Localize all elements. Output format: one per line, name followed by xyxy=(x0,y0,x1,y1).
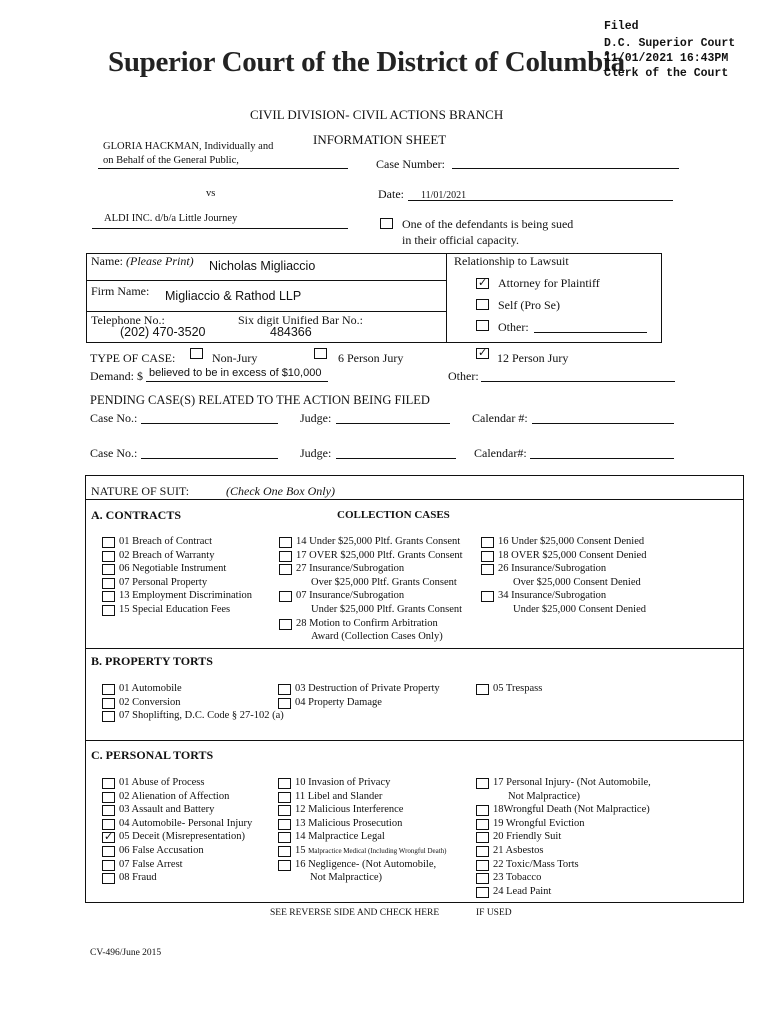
phone-field[interactable]: (202) 470-3520 xyxy=(120,325,206,339)
personal-title: C. PERSONAL TORTS xyxy=(91,748,214,762)
demand-label: Demand: $ xyxy=(90,369,143,383)
contracts-col3-3-checkbox[interactable] xyxy=(481,591,494,602)
personal-col2-4-checkbox[interactable] xyxy=(278,832,291,843)
plaintiff-line1: GLORIA HACKMAN, Individually and xyxy=(103,141,274,152)
official-capacity-checkbox[interactable] xyxy=(380,218,393,229)
property-col2-1-label: 04 Property Damage xyxy=(295,696,382,708)
property-col1-2-label: 07 Shoplifting, D.C. Code § 27-102 (a) xyxy=(119,710,284,722)
contracts-col1-5-checkbox[interactable] xyxy=(102,605,115,616)
relationship-title: Relationship to Lawsuit xyxy=(454,254,569,268)
personal-col3-0-checkbox[interactable] xyxy=(476,778,489,789)
reverse-side-note: SEE REVERSE SIDE AND CHECK HERE xyxy=(270,908,440,918)
personal-col2-5-checkbox[interactable] xyxy=(278,846,291,857)
attorney-plaintiff-checkbox[interactable] xyxy=(476,278,489,289)
other-relationship-field[interactable] xyxy=(534,332,647,333)
personal-col3-0-label: 17 Personal Injury- (Not Automobile, xyxy=(493,777,651,788)
pending-calendar-label-1: Calendar #: xyxy=(472,411,528,425)
personal-col3-3-label: 20 Friendly Suit xyxy=(493,831,562,843)
bar-label: Six digit Unified Bar No.: xyxy=(238,313,363,327)
contracts-col3-3-label: 34 Insurance/Subrogation xyxy=(498,590,607,602)
bar-number-field[interactable]: 484366 xyxy=(270,325,312,339)
personal-col3-2-label: 19 Wrongful Eviction xyxy=(493,817,585,829)
pending-judge-field-2[interactable] xyxy=(336,458,456,459)
pro-se-checkbox[interactable] xyxy=(476,299,489,310)
personal-col2-6-checkbox[interactable] xyxy=(278,860,291,871)
personal-col2-4-label: 14 Malpractice Legal xyxy=(295,831,385,843)
other-demand-field[interactable] xyxy=(481,381,675,382)
small-label: Malpractice Medical (Including Wrongful Death) xyxy=(308,847,447,855)
personal-col2-6-sublabel: Not Malpractice) xyxy=(310,872,383,884)
contracts-col1-4-label: 13 Employment Discrimination xyxy=(119,590,252,602)
pending-judge-label-1: Judge: xyxy=(300,411,332,425)
personal-col1-2-label: 03 Assault and Battery xyxy=(119,804,215,816)
contracts-col2-3-sublabel: Under $25,000 Pltf. Grants Consent xyxy=(311,604,463,615)
contracts-col3-3-sublabel: Under $25,000 Consent Denied xyxy=(513,604,646,615)
personal-col3-4-label: 21 Asbestos xyxy=(493,845,544,856)
firm-name-field[interactable]: Migliaccio & Rathod LLP xyxy=(165,289,302,303)
contracts-col3-1-checkbox[interactable] xyxy=(481,551,494,562)
property-col3-0-label: 05 Trespass xyxy=(493,683,543,694)
contracts-col1-0-label: 01 Breach of Contract xyxy=(119,536,213,547)
contracts-col2-1-checkbox[interactable] xyxy=(279,551,292,562)
contracts-col1-1-checkbox[interactable] xyxy=(102,551,115,562)
contracts-col3-2-sublabel: Over $25,000 Consent Denied xyxy=(513,576,641,588)
contracts-col3-0-label: 16 Under $25,000 Consent Denied xyxy=(498,536,645,547)
personal-col1-5-label: 06 False Accusation xyxy=(119,845,204,856)
pending-calendar-label-2: Calendar#: xyxy=(474,446,527,460)
personal-col2-2-label: 12 Malicious Interference xyxy=(295,804,404,816)
personal-col2-1-label: 11 Libel and Slander xyxy=(295,790,383,802)
personal-col2-1-checkbox[interactable] xyxy=(278,792,291,803)
personal-col2-0-label: 10 Invasion of Privacy xyxy=(295,777,391,788)
official-capacity-line1: One of the defendants is being sued xyxy=(402,217,574,231)
official-capacity-line2: in their official capacity. xyxy=(402,233,519,247)
form-id: CV-496/June 2015 xyxy=(90,948,162,958)
contracts-col2-1-label: 17 OVER $25,000 Pltf. Grants Consent xyxy=(296,549,463,561)
pending-calendar-field-2[interactable] xyxy=(530,458,674,459)
name-label: Name: (Please Print) xyxy=(91,254,194,268)
personal-col1-1-label: 02 Alienation of Affection xyxy=(119,790,230,802)
demand-field[interactable]: believed to be in excess of $10,000 xyxy=(149,367,322,379)
property-col1-0-checkbox[interactable] xyxy=(102,684,115,695)
case-type-label: TYPE OF CASE: xyxy=(90,351,176,365)
personal-col1-6-checkbox[interactable] xyxy=(102,860,115,871)
personal-col3-6-label: 23 Tobacco xyxy=(493,872,542,884)
twelve-person-jury-checkbox[interactable] xyxy=(476,348,489,359)
personal-col1-2-checkbox[interactable] xyxy=(102,805,115,816)
non-jury-checkbox[interactable] xyxy=(190,348,203,359)
contracts-col2-4-sublabel: Award (Collection Cases Only) xyxy=(311,631,443,643)
division-title: CIVIL DIVISION- CIVIL ACTIONS BRANCH xyxy=(250,107,504,122)
personal-col2-0-checkbox[interactable] xyxy=(278,778,291,789)
personal-col1-0-checkbox[interactable] xyxy=(102,778,115,789)
contracts-col3-2-label: 26 Insurance/Subrogation xyxy=(498,563,607,575)
personal-col3-1-label: 18Wrongful Death (Not Malpractice) xyxy=(493,804,650,816)
phone-label: Telephone No.: xyxy=(91,313,165,327)
pending-judge-label-2: Judge: xyxy=(300,446,332,460)
contracts-col2-4-checkbox[interactable] xyxy=(279,619,292,630)
personal-col3-5-label: 22 Toxic/Mass Torts xyxy=(493,858,579,870)
contracts-col1-0-checkbox[interactable] xyxy=(102,537,115,548)
six-person-jury-checkbox[interactable] xyxy=(314,348,327,359)
personal-col2-2-checkbox[interactable] xyxy=(278,805,291,816)
personal-col3-7-label: 24 Lead Paint xyxy=(493,885,552,897)
pro-se-label: Self (Pro Se) xyxy=(498,298,560,312)
personal-col3-4-checkbox[interactable] xyxy=(476,846,489,857)
personal-col2-5-label: 15 Malpractice Medical (Including Wrongful Death) xyxy=(295,845,447,856)
contracts-col2-2-checkbox[interactable] xyxy=(279,564,292,575)
personal-col1-5-checkbox[interactable] xyxy=(102,846,115,857)
personal-col3-6-checkbox[interactable] xyxy=(476,873,489,884)
stamp-datetime: 11/01/2021 16:43PM xyxy=(604,52,729,65)
case-number-field[interactable] xyxy=(452,168,679,169)
vs-label: vs xyxy=(206,188,216,199)
attorney-name-field[interactable]: Nicholas Migliaccio xyxy=(209,259,316,273)
property-col1-0-label: 01 Automobile xyxy=(119,683,182,694)
personal-col1-1-checkbox[interactable] xyxy=(102,792,115,803)
contracts-col1-2-label: 06 Negotiable Instrument xyxy=(119,563,227,575)
personal-col3-0-sublabel: Not Malpractice) xyxy=(508,790,581,802)
contracts-col2-2-sublabel: Over $25,000 Pltf. Grants Consent xyxy=(311,576,457,588)
contracts-col1-3-checkbox[interactable] xyxy=(102,578,115,589)
property-title: B. PROPERTY TORTS xyxy=(91,654,213,668)
personal-col1-4-checkbox[interactable] xyxy=(102,832,115,843)
contracts-col2-0-label: 14 Under $25,000 Pltf. Grants Consent xyxy=(296,536,461,547)
six-person-jury-label: 6 Person Jury xyxy=(338,351,404,365)
other-relationship-label: Other: xyxy=(498,320,529,334)
contracts-col3-2-checkbox[interactable] xyxy=(481,564,494,575)
personal-col2-6-label: 16 Negligence- (Not Automobile, xyxy=(295,858,437,870)
contracts-title: A. CONTRACTS xyxy=(91,508,182,522)
pending-judge-field-1[interactable] xyxy=(336,423,450,424)
personal-col3-1-checkbox[interactable] xyxy=(476,805,489,816)
pending-case-label-2: Case No.: xyxy=(90,446,138,460)
contracts-col2-2-label: 27 Insurance/Subrogation xyxy=(296,563,405,575)
case-number-label: Case Number: xyxy=(376,157,445,171)
date-label: Date: xyxy=(378,187,404,201)
property-col3-0-checkbox[interactable] xyxy=(476,684,489,695)
attorney-plaintiff-label: Attorney for Plaintiff xyxy=(498,276,600,290)
contracts-col2-3-label: 07 Insurance/Subrogation xyxy=(296,590,405,602)
contracts-col3-1-label: 18 OVER $25,000 Consent Denied xyxy=(498,549,647,561)
form-title: INFORMATION SHEET xyxy=(313,132,447,147)
property-col2-0-checkbox[interactable] xyxy=(278,684,291,695)
contracts-col1-3-label: 07 Personal Property xyxy=(119,576,208,588)
contracts-col2-0-checkbox[interactable] xyxy=(279,537,292,548)
personal-col1-3-label: 04 Automobile- Personal Injury xyxy=(119,817,253,829)
stamp-filed: Filed xyxy=(604,20,639,33)
property-col1-1-label: 02 Conversion xyxy=(119,696,181,708)
plaintiff-line2: on Behalf of the General Public, xyxy=(103,155,239,166)
contracts-col1-2-checkbox[interactable] xyxy=(102,564,115,575)
twelve-person-jury-label: 12 Person Jury xyxy=(497,351,569,365)
personal-col1-7-label: 08 Fraud xyxy=(119,872,157,884)
contracts-col1-4-checkbox[interactable] xyxy=(102,591,115,602)
collection-title: COLLECTION CASES xyxy=(337,509,450,521)
personal-col1-6-label: 07 False Arrest xyxy=(119,858,183,870)
nature-hint: (Check One Box Only) xyxy=(226,484,335,498)
personal-col3-7-checkbox[interactable] xyxy=(476,887,489,898)
other-relationship-checkbox[interactable] xyxy=(476,320,489,331)
personal-col3-2-checkbox[interactable] xyxy=(476,819,489,830)
personal-col2-3-label: 13 Malicious Prosecution xyxy=(295,817,403,829)
personal-col1-7-checkbox[interactable] xyxy=(102,873,115,884)
pending-calendar-field-1[interactable] xyxy=(532,423,674,424)
non-jury-label: Non-Jury xyxy=(212,351,258,365)
date-field[interactable]: 11/01/2021 xyxy=(421,190,467,201)
personal-col2-3-checkbox[interactable] xyxy=(278,819,291,830)
stamp-court: D.C. Superior Court xyxy=(604,37,736,50)
firm-label: Firm Name: xyxy=(91,284,150,298)
court-title: Superior Court of the District of Columbia xyxy=(108,46,625,78)
property-col1-2-checkbox[interactable] xyxy=(102,711,115,722)
pending-title: PENDING CASE(S) RELATED TO THE ACTION BEING FILED xyxy=(90,393,430,407)
property-col2-0-label: 03 Destruction of Private Property xyxy=(295,683,440,694)
contracts-col1-5-label: 15 Special Education Fees xyxy=(119,604,231,615)
personal-col3-5-checkbox[interactable] xyxy=(476,860,489,871)
contracts-col2-4-label: 28 Motion to Confirm Arbitration xyxy=(296,617,438,629)
personal-col1-3-checkbox[interactable] xyxy=(102,819,115,830)
contracts-col1-1-label: 02 Breach of Warranty xyxy=(119,549,215,561)
contracts-col3-0-checkbox[interactable] xyxy=(481,537,494,548)
nature-title: NATURE OF SUIT: xyxy=(91,484,190,498)
defendant-name: ALDI INC. d/b/a Little Journey xyxy=(104,213,238,224)
contracts-col2-3-checkbox[interactable] xyxy=(279,591,292,602)
personal-col1-0-label: 01 Abuse of Process xyxy=(119,777,205,788)
property-col1-1-checkbox[interactable] xyxy=(102,698,115,709)
other-demand-label: Other: xyxy=(448,369,479,383)
pending-case-field-1[interactable] xyxy=(141,423,278,424)
property-col2-1-checkbox[interactable] xyxy=(278,698,291,709)
pending-case-label-1: Case No.: xyxy=(90,411,138,425)
if-used-note: IF USED xyxy=(476,908,512,918)
stamp-clerk: Clerk of the Court xyxy=(604,67,729,80)
personal-col3-3-checkbox[interactable] xyxy=(476,832,489,843)
pending-case-field-2[interactable] xyxy=(141,458,278,459)
personal-col1-4-label: 05 Deceit (Misrepresentation) xyxy=(119,831,245,843)
